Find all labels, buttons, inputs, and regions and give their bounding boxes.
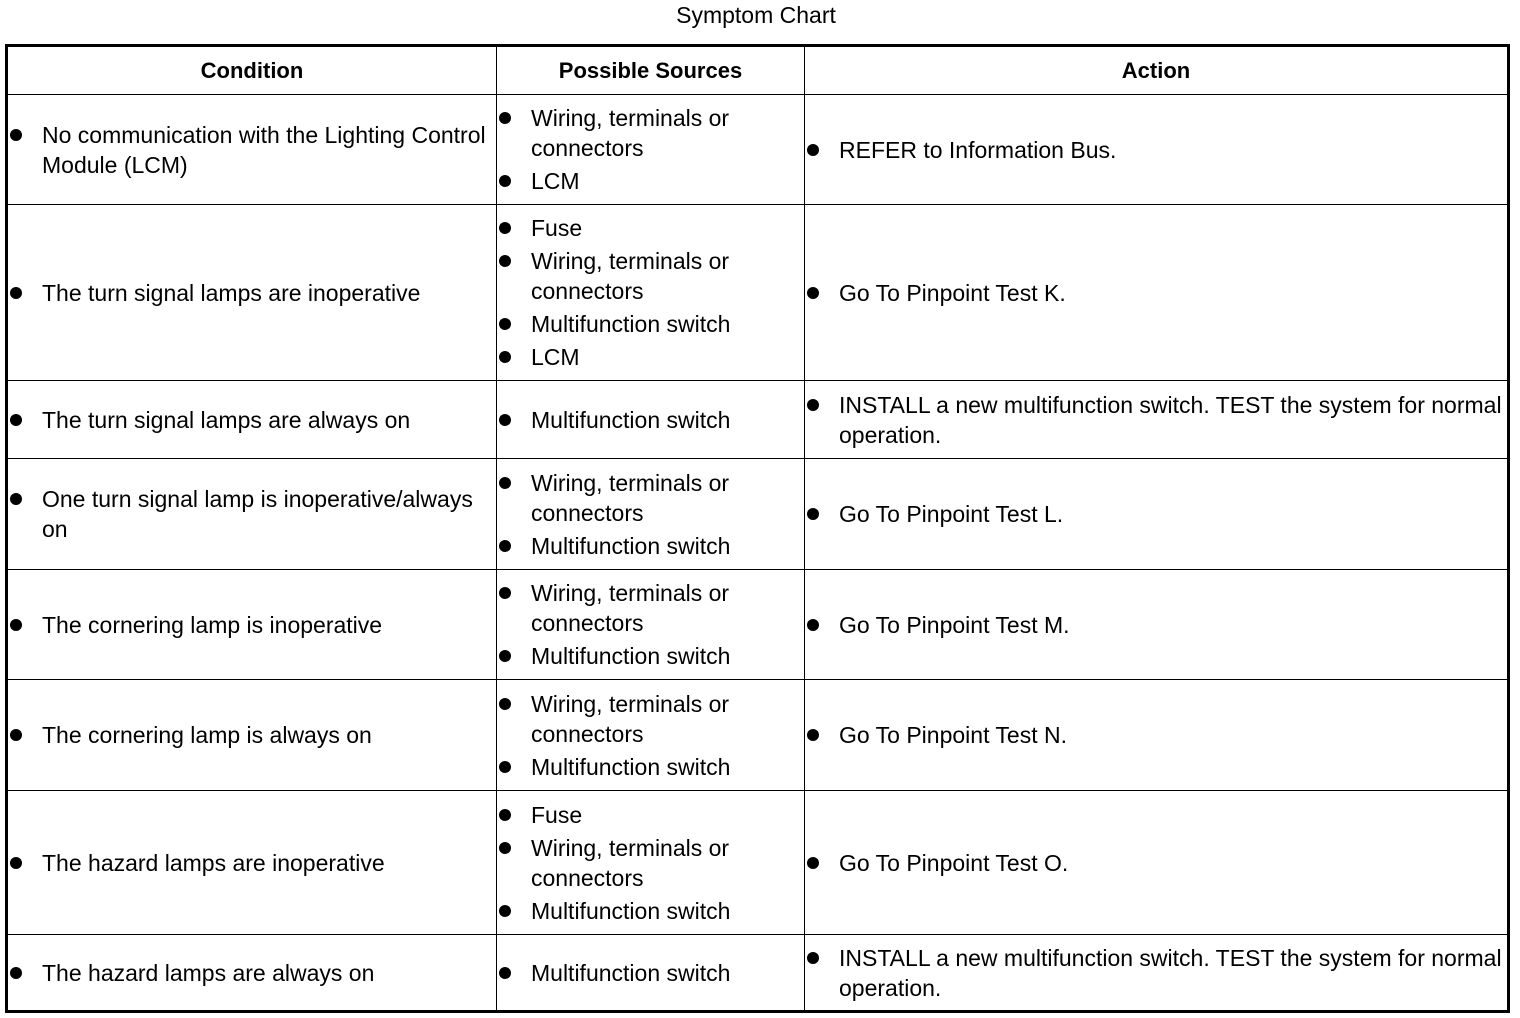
sources-cell-list (497, 213, 804, 372)
source-item-text: Multifunction switch (531, 643, 731, 669)
sources-cell (497, 791, 805, 935)
condition-cell (7, 680, 497, 791)
source-item (497, 342, 804, 372)
action-cell-list (805, 720, 1507, 750)
condition-cell (7, 459, 497, 570)
bullet-icon (499, 698, 511, 710)
condition-item-text: The hazard lamps are inoperative (42, 849, 385, 876)
bullet-icon (499, 587, 511, 599)
condition-cell (7, 935, 497, 1012)
bullet-icon (807, 729, 819, 741)
condition-cell-list (8, 278, 496, 308)
source-item-text: Fuse (531, 215, 583, 241)
bullet-icon (499, 318, 511, 330)
action-item-text: INSTALL a new multifunction switch. TEST the system for normal operation. (839, 391, 1502, 448)
sources-cell (497, 570, 805, 680)
source-item (497, 833, 804, 893)
condition-item-text: The turn signal lamps are always on (42, 406, 411, 433)
source-item (497, 103, 804, 163)
source-item (497, 958, 804, 988)
condition-item (8, 720, 496, 750)
action-item (805, 390, 1507, 450)
action-cell (805, 381, 1509, 459)
source-item-text: Multifunction switch (531, 532, 731, 559)
bullet-icon (10, 287, 22, 299)
bullet-icon (10, 619, 22, 631)
bullet-icon (499, 905, 511, 917)
header-action: Action (805, 46, 1509, 95)
source-item-text: Multifunction switch (531, 406, 731, 433)
action-item-text: Go To Pinpoint Test M. (839, 611, 1070, 638)
condition-item (8, 405, 496, 435)
source-item-text: Multifunction switch (531, 959, 731, 986)
condition-cell-list (8, 958, 496, 988)
bullet-icon (499, 842, 511, 854)
table-row (7, 459, 1509, 570)
sources-cell (497, 95, 805, 205)
source-item (497, 405, 804, 435)
bullet-icon (10, 129, 22, 141)
action-cell (805, 680, 1509, 791)
table-row (7, 680, 1509, 791)
bullet-icon (10, 729, 22, 741)
bullet-icon (807, 619, 819, 631)
condition-item-text: No communication with the Lighting Control Module (LCM) (42, 121, 486, 178)
action-item (805, 499, 1507, 529)
table-row (7, 205, 1509, 381)
bullet-icon (499, 222, 511, 234)
condition-cell-list (8, 405, 496, 435)
bullet-icon (499, 761, 511, 773)
condition-item (8, 848, 496, 878)
action-item-text: Go To Pinpoint Test N. (839, 722, 1068, 748)
bullet-icon (807, 287, 819, 299)
bullet-icon (499, 540, 511, 552)
action-cell (805, 205, 1509, 381)
condition-cell (7, 791, 497, 935)
condition-cell-list (8, 120, 496, 180)
sources-cell-list (497, 800, 804, 926)
bullet-icon (807, 144, 819, 156)
action-cell-list (805, 848, 1507, 878)
condition-item (8, 484, 496, 544)
sources-cell-list (497, 103, 804, 196)
source-item (497, 896, 804, 926)
bullet-icon (807, 952, 819, 964)
sources-cell (497, 935, 805, 1012)
bullet-icon (499, 477, 511, 489)
condition-cell (7, 381, 497, 459)
table-row (7, 381, 1509, 459)
condition-cell-list (8, 484, 496, 544)
source-item-text: Wiring, terminals or connectors (531, 105, 730, 161)
condition-item (8, 958, 496, 988)
action-item (805, 943, 1507, 1003)
condition-item (8, 120, 496, 180)
action-cell (805, 95, 1509, 205)
bullet-icon (499, 255, 511, 267)
action-item-text: Go To Pinpoint Test L. (839, 501, 1064, 527)
action-item-text: Go To Pinpoint Test O. (839, 849, 1069, 876)
action-cell-list (805, 135, 1507, 165)
bullet-icon (499, 112, 511, 124)
action-cell-list (805, 499, 1507, 529)
bullet-icon (499, 414, 511, 426)
source-item-text: LCM (531, 168, 580, 194)
condition-item-text: The turn signal lamps are inoperative (42, 279, 421, 306)
bullet-icon (807, 508, 819, 520)
source-item (497, 166, 804, 196)
source-item (497, 246, 804, 306)
condition-item-text: The cornering lamp is always on (42, 722, 372, 748)
action-cell-list (805, 278, 1507, 308)
source-item (497, 213, 804, 243)
source-item-text: Wiring, terminals or connectors (531, 248, 730, 304)
action-item (805, 135, 1507, 165)
sources-cell-list (497, 405, 804, 435)
source-item-text: Fuse (531, 801, 583, 828)
condition-item (8, 278, 496, 308)
condition-cell (7, 205, 497, 381)
header-possible-sources: Possible Sources (497, 46, 805, 95)
source-item-text: Wiring, terminals or connectors (531, 580, 730, 636)
bullet-icon (10, 857, 22, 869)
source-item (497, 752, 804, 782)
source-item-text: Wiring, terminals or connectors (531, 690, 730, 747)
sources-cell (497, 205, 805, 381)
source-item-text: Multifunction switch (531, 311, 731, 337)
action-cell (805, 570, 1509, 680)
condition-cell-list (8, 720, 496, 750)
sources-cell-list (497, 468, 804, 561)
source-item-text: Wiring, terminals or connectors (531, 834, 730, 891)
bullet-icon (10, 967, 22, 979)
sources-cell (497, 381, 805, 459)
header-row (7, 46, 1509, 95)
bullet-icon (807, 399, 819, 411)
action-cell (805, 791, 1509, 935)
sources-cell-list (497, 578, 804, 671)
action-item (805, 848, 1507, 878)
source-item (497, 689, 804, 749)
source-item (497, 309, 804, 339)
source-item (497, 641, 804, 671)
action-cell-list (805, 610, 1507, 640)
condition-item-text: The hazard lamps are always on (42, 959, 375, 986)
table-row (7, 570, 1509, 680)
source-item-text: Multifunction switch (531, 753, 731, 780)
condition-item-text: The cornering lamp is inoperative (42, 611, 383, 638)
condition-item (8, 610, 496, 640)
action-cell (805, 935, 1509, 1012)
sources-cell (497, 680, 805, 791)
action-item-text: REFER to Information Bus. (839, 136, 1117, 163)
action-cell-list (805, 390, 1507, 450)
condition-cell-list (8, 848, 496, 878)
source-item-text: Wiring, terminals or connectors (531, 469, 730, 526)
source-item (497, 531, 804, 561)
condition-cell (7, 95, 497, 205)
sources-cell (497, 459, 805, 570)
bullet-icon (10, 414, 22, 426)
page-title: Symptom Chart (676, 2, 836, 28)
condition-cell (7, 570, 497, 680)
source-item (497, 468, 804, 528)
bullet-icon (499, 967, 511, 979)
source-item-text: Multifunction switch (531, 897, 731, 924)
condition-item-text: One turn signal lamp is inoperative/always on (42, 486, 473, 542)
source-item (497, 800, 804, 830)
table-row (7, 935, 1509, 1012)
source-item (497, 578, 804, 638)
table-row (7, 791, 1509, 935)
condition-cell-list (8, 610, 496, 640)
bullet-icon (499, 351, 511, 363)
bullet-icon (10, 493, 22, 505)
action-item-text: INSTALL a new multifunction switch. TEST the system for normal operation. (839, 944, 1502, 1001)
bullet-icon (807, 857, 819, 869)
symptom-chart-table (5, 44, 1510, 1013)
action-item-text: Go To Pinpoint Test K. (839, 279, 1066, 306)
bullet-icon (499, 650, 511, 662)
bullet-icon (499, 175, 511, 187)
action-cell-list (805, 943, 1507, 1003)
action-cell (805, 459, 1509, 570)
sources-cell-list (497, 689, 804, 782)
action-item (805, 720, 1507, 750)
action-item (805, 610, 1507, 640)
header-condition: Condition (7, 46, 497, 95)
sources-cell-list (497, 958, 804, 988)
bullet-icon (499, 809, 511, 821)
source-item-text: LCM (531, 344, 580, 370)
action-item (805, 278, 1507, 308)
table-row (7, 95, 1509, 205)
